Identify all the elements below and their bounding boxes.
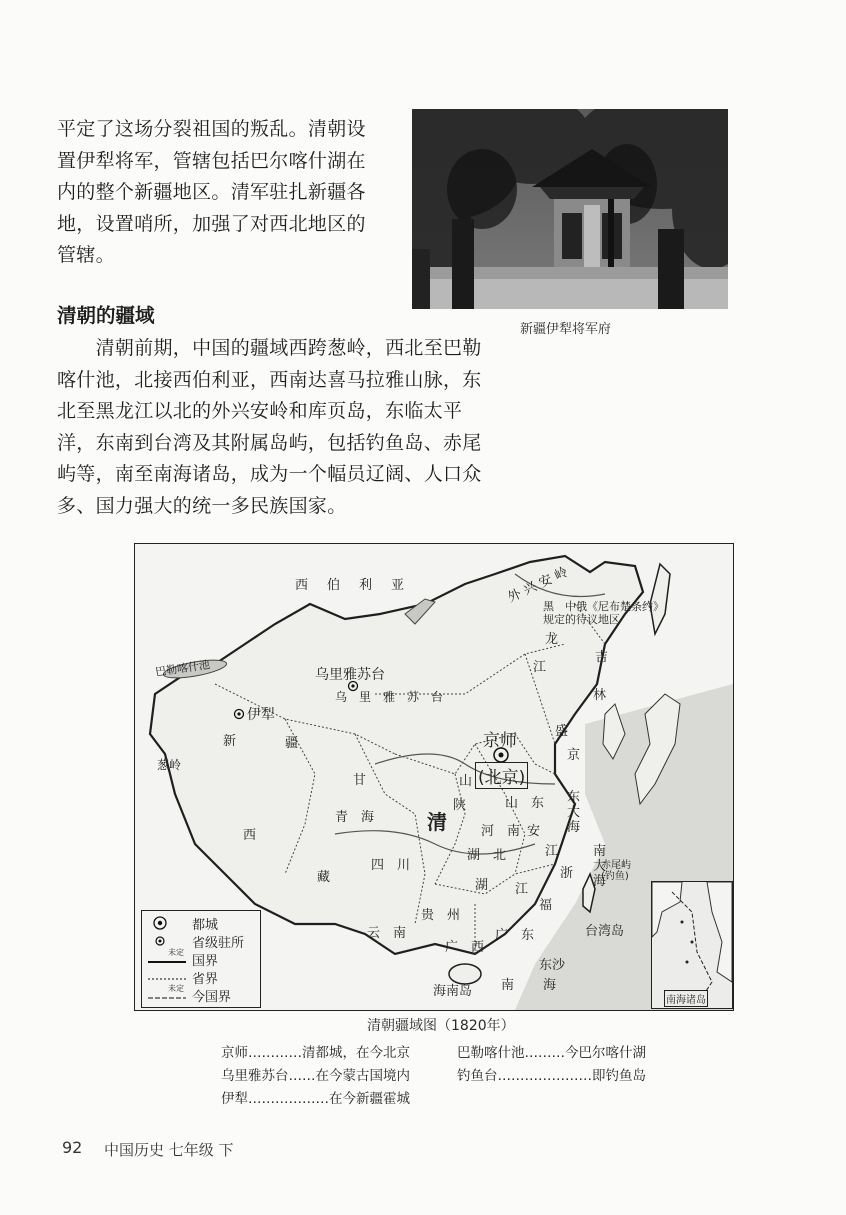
- map-legend: [141, 910, 261, 1008]
- label-shanxi: 山: [459, 774, 473, 789]
- note-row: 钓鱼台…………………即钓鱼岛: [457, 1068, 646, 1084]
- label-xizang-2: 藏: [317, 870, 331, 885]
- capital-symbol-icon: [146, 914, 188, 932]
- map-notes: [221, 1041, 661, 1111]
- modern-border-icon: 未定: [168, 984, 184, 993]
- yili-general-mansion-photo: [412, 109, 728, 309]
- label-east-sea: 东 大 海: [567, 790, 581, 835]
- note-row: 巴勒喀什池………今巴尔喀什湖: [457, 1045, 646, 1061]
- map-caption: 清朝疆域图（1820年）: [367, 1018, 515, 1034]
- label-uliastai-city: 乌里雅苏台: [315, 667, 385, 683]
- legend-row-provincial: 省级驻所: [146, 932, 244, 950]
- label-qing: 清: [427, 810, 447, 834]
- label-sichuan: 四 川: [371, 858, 411, 873]
- label-hunan: 湖: [475, 878, 489, 893]
- legend-row-capital: 都城: [146, 914, 218, 932]
- label-hai: 海: [543, 978, 557, 993]
- label-jing: 京: [567, 748, 581, 763]
- label-taiwan: 台湾岛: [585, 924, 625, 939]
- book-title: 中国历史 七年级 下: [104, 1141, 234, 1159]
- label-congling: 葱岭: [157, 758, 182, 772]
- photo-caption: 新疆伊犁将军府: [520, 322, 612, 337]
- label-sheng: 盛: [555, 724, 569, 739]
- label-jiangxi: 江: [515, 882, 529, 897]
- note-row: 京师…………清都城，在今北京: [221, 1045, 410, 1061]
- national-border-icon: 未定: [168, 948, 184, 957]
- label-chiwei: 赤尾屿 (钓鱼): [601, 860, 631, 882]
- page-number: 92: [62, 1138, 83, 1157]
- label-shaanxi: 陕: [453, 798, 467, 813]
- legend-row-national-border: 未定 国界: [146, 950, 218, 968]
- label-longjiang: 龙: [545, 632, 559, 647]
- label-jilin: 吉: [595, 650, 609, 665]
- label-anhui: 安: [527, 824, 541, 839]
- label-xingan: 外 兴 安 岭: [505, 564, 571, 606]
- label-guangxi: 广 西: [445, 940, 485, 955]
- label-treaty-note: 黑 中俄《尼布楚条约》 规定的待议地区: [543, 600, 664, 626]
- label-beijing: (北京): [475, 762, 528, 789]
- inset-label: 南海诸岛: [664, 990, 708, 1007]
- qing-territory-map: [134, 543, 734, 1011]
- label-zhejiang: 浙: [560, 866, 574, 881]
- intro-paragraph: 平定了这场分裂祖国的叛乱。清朝设 置伊犁将军，管辖包括巴尔喀什湖在 内的整个新疆地区。清军驻扎新疆各 地，设置哨所，加强了对西北地区的 管辖。: [57, 118, 366, 266]
- label-henan: 河 南: [481, 824, 521, 839]
- legend-row-modern-border: 未定 今国界: [146, 986, 231, 1004]
- label-fujian: 福: [539, 898, 553, 913]
- label-jiang-hei: 江: [533, 660, 547, 675]
- note-row: 乌里雅苏台……在今蒙古国境内: [221, 1068, 410, 1084]
- section-heading: 清朝的疆域: [57, 304, 155, 327]
- label-siberia: 西 伯 利 亚: [295, 578, 408, 593]
- label-balkhash: 巴勒喀什池: [154, 658, 211, 679]
- label-gansu: 甘: [353, 773, 367, 788]
- label-yunnan: 云 南: [367, 926, 407, 941]
- label-guangdong: 广 东: [495, 928, 535, 943]
- label-guizhou: 贵 州: [421, 908, 461, 923]
- mansion-photo-image: [412, 109, 728, 309]
- label-hainan: 海南岛: [433, 984, 473, 999]
- body-paragraph: 清朝前期，中国的疆域西跨葱岭，西北至巴勒 喀什池，北接西伯利亚，西南达喜马拉雅山脉，东 北至黑龙江以北的外兴安岭和库页岛，东临太平 洋，东南到台湾及其附属岛屿，包括钓鱼岛、赤尾 屿等，南至南海诸岛，成为一个幅员辽阔、人口众 多、国力强大的统一多民族国家。: [57, 337, 482, 517]
- label-shandong: 山 东: [505, 796, 545, 811]
- label-xizang-1: 西: [243, 828, 257, 843]
- label-linshi: 林: [593, 688, 607, 703]
- label-jiangsu: 江: [545, 844, 559, 859]
- label-xinjiang-2: 疆: [285, 736, 299, 751]
- legend-row-provincial-border: 省界: [146, 968, 218, 986]
- label-uliastai-region: 乌 里 雅 苏 台: [335, 690, 444, 704]
- label-hubei: 湖 北: [467, 848, 507, 863]
- label-qinghai: 青 海: [335, 810, 375, 825]
- south-sea-islands-inset: [651, 881, 733, 1009]
- label-yili: 伊犁: [247, 707, 275, 723]
- label-dongsha: 东沙: [539, 958, 566, 973]
- label-jingshi: 京师: [483, 731, 517, 751]
- note-row: 伊犁………………在今新疆霍城: [221, 1091, 410, 1107]
- label-south-sea: 南 大 海: [593, 844, 607, 889]
- label-nan: 南: [501, 978, 515, 993]
- label-xinjiang-1: 新: [223, 734, 237, 749]
